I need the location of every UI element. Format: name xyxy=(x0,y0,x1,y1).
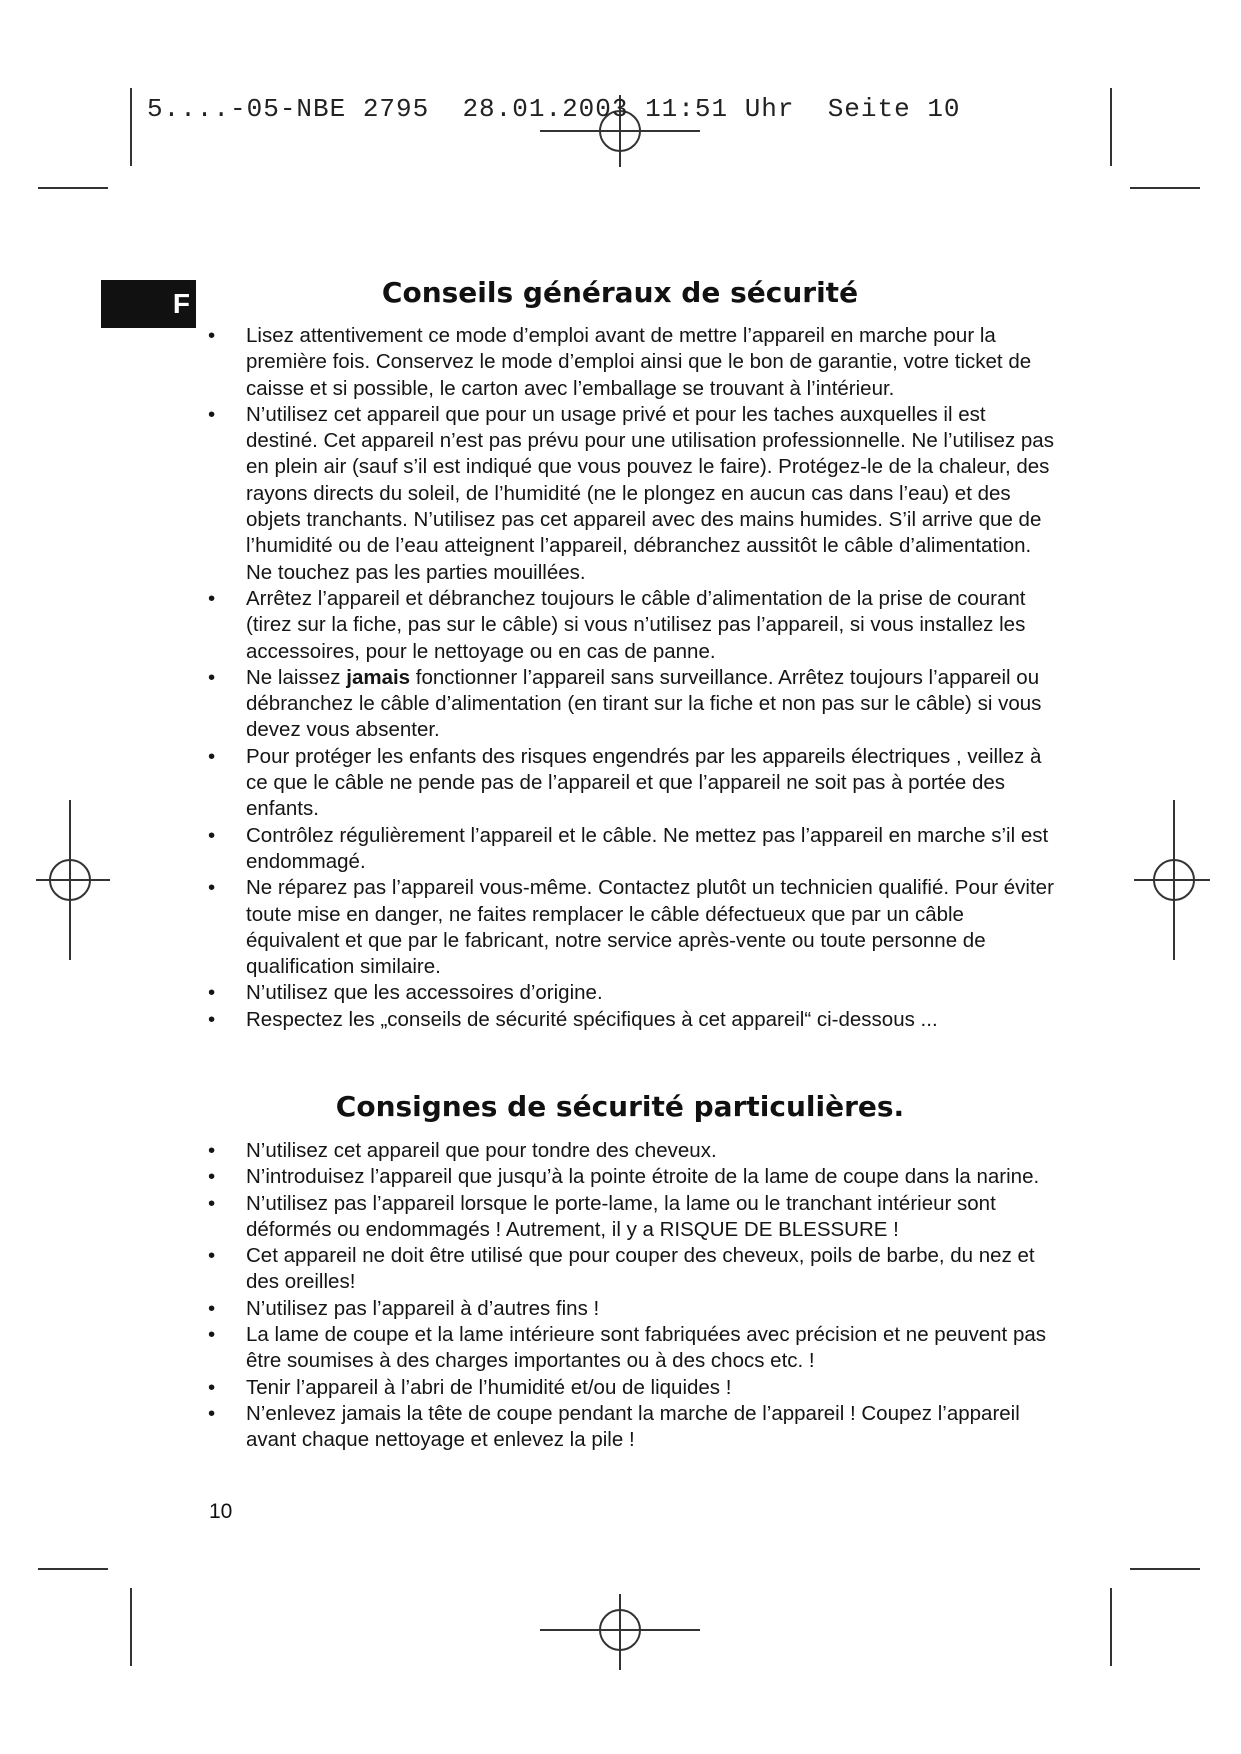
print-header: 5....-05-NBE 2795 28.01.2003 11:51 Uhr Seite 10 xyxy=(147,94,961,124)
crop-mark-bottom-right-horizontal xyxy=(1130,1568,1200,1570)
registration-mark-left-icon xyxy=(36,800,116,960)
list-item: • Respectez les „conseils de sécurité spécifiques à cet appareil“ ci-dessous ... xyxy=(206,1007,1056,1033)
list-item: • La lame de coupe et la lame intérieure sont fabriquées avec précision et ne peuvent pas être soumises à des charges importantes ou à des chocs etc. ! xyxy=(206,1322,1056,1375)
list-item: • Ne réparez pas l’appareil vous-même. Contactez plutôt un technicien qualifié. Pour éviter toute mise en danger, ne faites remplacer le câble défectueux que par un câble équivalent et que par le fabricant, notre service après-vente ou toute personne de qualification similaire. xyxy=(206,875,1056,980)
list-item: • N’utilisez cet appareil que pour un usage privé et pour les taches auxquelles il est destiné. Cet appareil n’est pas prévu pour une utilisation professionnelle. Ne l’utilisez pas en plein air (sauf s’il est indiqué que vous pouvez le faire). Protégez-le de la chaleur, des rayons directs du soleil, de l’humidité (ne le plongez en aucun cas dans l’eau) et des objets tranchants. N’utilisez pas cet appareil avec des mains humides. S’il arrive que de l’humidité ou de l’eau atteignent l’appareil, débranchez aussitôt le câble d’alimentation. Ne touchez pas les parties mouillées. xyxy=(206,402,1056,586)
language-tab: F xyxy=(101,280,196,328)
list-item: • Cet appareil ne doit être utilisé que pour couper des cheveux, poils de barbe, du nez et des oreilles! xyxy=(206,1243,1056,1296)
crop-mark-top-left-vertical xyxy=(130,88,132,166)
crop-mark-top-left-horizontal xyxy=(38,187,108,189)
specific-safety-list xyxy=(206,1138,1056,1454)
general-safety-list xyxy=(206,323,1056,1033)
list-item: • N’utilisez cet appareil que pour tondre des cheveux. xyxy=(206,1138,1056,1164)
list-item-text: fonctionner l’appareil sans surveillance. Arrêtez toujours l’appareil ou débranchez le câble d’alimentation (en tirant sur la fiche et non pas sur le câble) si vous devez vous absenter. xyxy=(246,665,1042,742)
list-item: • Lisez attentivement ce mode d’emploi avant de mettre l’appareil en marche pour la première fois. Conservez le mode d’emploi ainsi que le bon de garantie, votre ticket de caisse et si possible, le carton avec l’emballage se trouvant à l’intérieur. xyxy=(206,323,1056,402)
list-item: • N’utilisez que les accessoires d’origine. xyxy=(206,980,1056,1006)
list-item: • Tenir l’appareil à l’abri de l’humidité et/ou de liquides ! xyxy=(206,1375,1056,1401)
list-item: • Contrôlez régulièrement l’appareil et le câble. Ne mettez pas l’appareil en marche s’il est endommagé. xyxy=(206,823,1056,876)
list-item xyxy=(206,665,1056,744)
list-item: • N’enlevez jamais la tête de coupe pendant la marche de l’appareil ! Coupez l’appareil avant chaque nettoyage et enlevez la pile ! xyxy=(206,1401,1056,1454)
page-number: 10 xyxy=(209,1500,233,1523)
crop-mark-bottom-left-horizontal xyxy=(38,1568,108,1570)
crop-mark-bottom-left-vertical xyxy=(130,1588,132,1666)
crop-mark-top-right-vertical xyxy=(1110,88,1112,166)
registration-mark-bottom-icon xyxy=(540,1590,700,1670)
crop-mark-bottom-right-vertical xyxy=(1110,1588,1112,1666)
list-item: • N’utilisez pas l’appareil à d’autres fins ! xyxy=(206,1296,1056,1322)
list-item: • N’utilisez pas l’appareil lorsque le porte-lame, la lame ou le tranchant intérieur sont déformés ou endommagés ! Autrement, il y a RISQUE DE BLESSURE ! xyxy=(206,1191,1056,1244)
list-item: • N’introduisez l’appareil que jusqu’à la pointe étroite de la lame de coupe dans la narine. xyxy=(206,1164,1056,1190)
list-item: • Arrêtez l’appareil et débranchez toujours le câble d’alimentation de la prise de courant (tirez sur la fiche, pas sur le câble) si vous n’utilisez pas l’appareil, si vous installez les accessoires, pour le nettoyage ou en cas de panne. xyxy=(206,586,1056,665)
section-title-specific-safety: Consignes de sécurité particulières. xyxy=(335,1090,905,1123)
list-item-emphasis: jamais xyxy=(346,665,411,689)
section-title-general-safety: Conseils généraux de sécurité xyxy=(381,276,859,309)
crop-mark-top-right-horizontal xyxy=(1130,187,1200,189)
list-item: • Pour protéger les enfants des risques engendrés par les appareils électriques , veillez à ce que le câble ne pende pas de l’appareil et que l’appareil ne soit pas à portée des enfants. xyxy=(206,744,1056,823)
list-item-text: Ne laissez xyxy=(246,665,347,689)
registration-mark-right-icon xyxy=(1130,800,1210,960)
